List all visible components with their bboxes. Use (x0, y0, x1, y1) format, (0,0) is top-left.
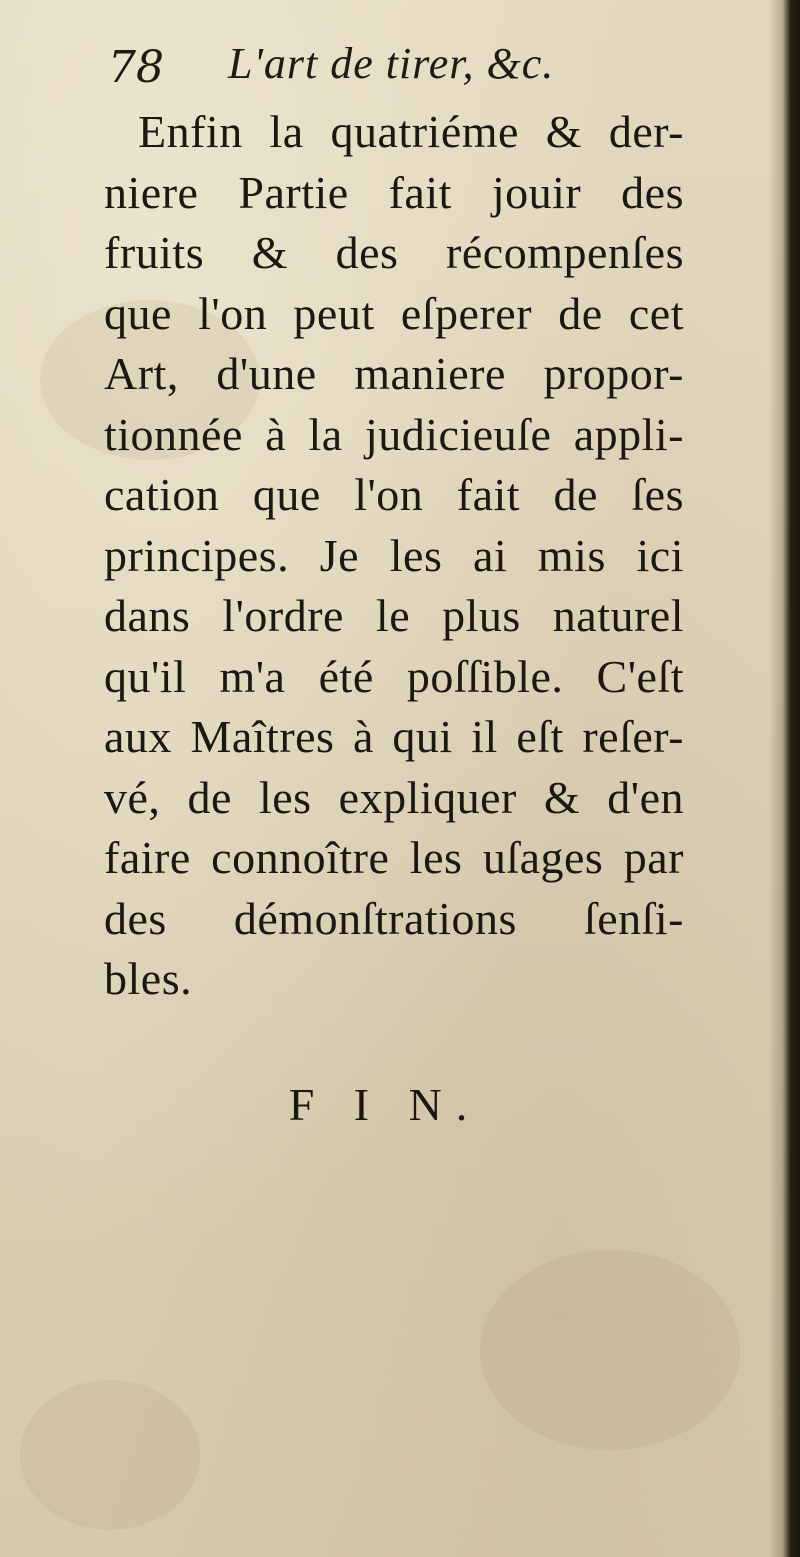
text-line: vé, de les expliquer & d'en (104, 771, 684, 823)
text-line: principes. Je les ai mis ici (104, 529, 684, 581)
page-header (108, 38, 668, 108)
text-line: fruits & des récompenſes (104, 227, 684, 278)
body-paragraph (104, 102, 684, 1010)
text-line: tionnée à la judicieuſe appli- (104, 408, 684, 460)
text-line: dans l'ordre le plus naturel (104, 590, 684, 641)
paper-stain (480, 1250, 740, 1450)
book-gutter (768, 0, 800, 1557)
running-title: L'art de tirer, &c. (228, 39, 555, 88)
text-line: Enfin la quatriéme & der- (138, 106, 684, 157)
paper-stain (20, 1380, 200, 1530)
text-line: cation que l'on fait de ſes (104, 469, 684, 520)
text-line: aux Maîtres à qui il eſt reſer- (104, 711, 684, 762)
text-line: des démonſtrations ſenſi- (104, 892, 684, 944)
end-mark: F I N. (288, 1079, 482, 1130)
text-line: qu'il m'a été poſſible. C'eſt (104, 650, 684, 702)
text-line: niere Partie fait jouir des (104, 166, 684, 218)
page-number: 78 (108, 42, 164, 93)
text-line: bles. (104, 953, 193, 1004)
text-line: faire connoître les uſages par (104, 832, 684, 883)
text-line: Art, d'une maniere propor- (104, 348, 684, 399)
text-line: que l'on peut eſperer de cet (104, 287, 684, 339)
